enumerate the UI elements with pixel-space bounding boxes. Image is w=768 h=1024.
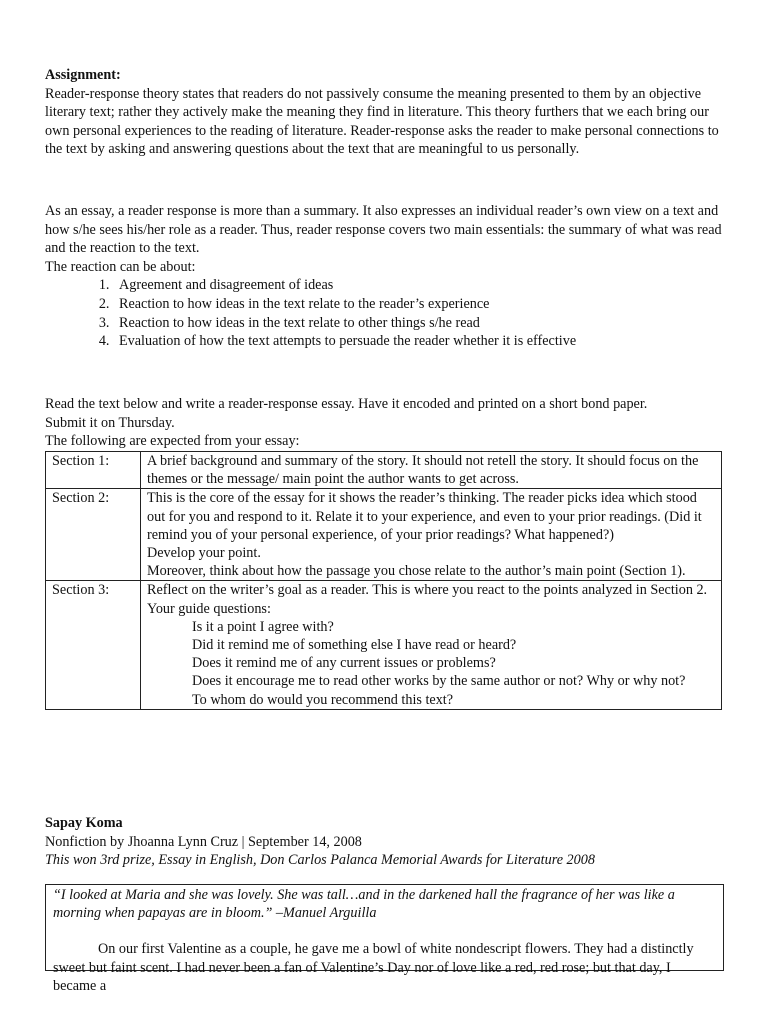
table-row bbox=[46, 581, 722, 709]
instruction-line: Read the text below and write a reader-response essay. Have it encoded and printed on a short bond paper. bbox=[45, 396, 648, 412]
essay-paragraph: As an essay, a reader response is more than a summary. It also expresses an individual reader’s own view on a text and how s/he sees his/her role as a reader. Thus, reader response covers two main essentials: the summary of what was read and the reaction to the text. bbox=[45, 203, 722, 257]
section-line: A brief background and summary of the story. It should not retell the story. It should focus on the themes or the message/ main point the author wants to get across. bbox=[147, 453, 699, 488]
epigraph: “I looked at Maria and she was lovely. She was tall…and in the darkened hall the fragrance of her was like a morning when papayas are in bloom.” –Manuel Arguilla bbox=[53, 887, 675, 922]
section-description bbox=[141, 581, 722, 709]
reaction-section bbox=[45, 202, 725, 351]
reaction-intro: The reaction can be about: bbox=[45, 258, 196, 275]
section-line: Develop your point. bbox=[147, 545, 261, 562]
reaction-list bbox=[45, 276, 725, 350]
story-header bbox=[45, 814, 725, 870]
sections-table bbox=[45, 451, 722, 710]
instruction-line: The following are expected from your essay: bbox=[45, 433, 300, 450]
section-line: This is the core of the essay for it shows the reader’s thinking. The reader picks idea which stood out for you and respond to it. Relate it to your experience, and even to your prior readings. (Did it remind you of your personal experience, of your prior readings? What happened?) bbox=[147, 490, 702, 543]
assignment-intro: Reader-response theory states that readers do not passively consume the meaning presented to them by an objective literary text; rather they actively make the meaning they find in literature. This theory furthers that we each bring our own personal experiences to the reading of literature. Reader-response asks the reader to make personal connections to the text by asking and answering questions about the text that are meaningful to us personally. bbox=[45, 85, 719, 158]
section-label: Section 3: bbox=[46, 581, 141, 709]
table-row bbox=[46, 489, 722, 581]
section-description bbox=[141, 452, 722, 489]
section-line: Moreover, think about how the passage you chose relate to the author’s main point (Section 1). bbox=[147, 563, 686, 580]
guide-question: Is it a point I agree with? bbox=[192, 618, 334, 635]
section-line: Reflect on the writer’s goal as a reader. This is where you react to the points analyzed in Section 2. bbox=[147, 582, 708, 599]
reaction-item: 1. Agreement and disagreement of ideas bbox=[113, 276, 725, 295]
story-award: This won 3rd prize, Essay in English, Don Carlos Palanca Memorial Awards for Literature 2008 bbox=[45, 852, 595, 869]
reaction-item: 2. Reaction to how ideas in the text relate to the reader’s experience bbox=[113, 295, 725, 314]
assignment-section bbox=[45, 66, 725, 159]
section-label: Section 1: bbox=[46, 452, 141, 489]
guide-question: Does it remind me of any current issues or problems? bbox=[192, 655, 496, 672]
story-opening: On our first Valentine as a couple, he gave me a bowl of white nondescript flowers. They had a distinctly sweet but faint scent. I had never been a fan of Valentine’s Day nor of love like a red, red rose; but that day, I became a bbox=[53, 941, 694, 994]
reaction-item: 4. Evaluation of how the text attempts to persuade the reader whether it is effective bbox=[113, 332, 725, 351]
table-row bbox=[46, 452, 722, 489]
guide-question: Does it encourage me to read other works by the same author or not? Why or why not? bbox=[192, 673, 686, 690]
guide-question: To whom do would you recommend this text? bbox=[192, 691, 454, 708]
spacer bbox=[53, 922, 715, 940]
section-label: Section 2: bbox=[46, 489, 141, 581]
instruction-line: Submit it on Thursday. bbox=[45, 414, 175, 431]
assignment-heading: Assignment: bbox=[45, 67, 121, 83]
reaction-item: 3. Reaction to how ideas in the text relate to other things s/he read bbox=[113, 314, 725, 333]
guide-question: Did it remind me of something else I have read or heard? bbox=[192, 637, 517, 654]
section-description bbox=[141, 489, 722, 581]
story-excerpt-box bbox=[45, 884, 724, 994]
section-line: Your guide questions: bbox=[147, 600, 271, 617]
story-byline: Nonfiction by Jhoanna Lynn Cruz | September 14, 2008 bbox=[45, 833, 362, 850]
sections-table-wrap bbox=[45, 451, 725, 710]
story-title: Sapay Koma bbox=[45, 815, 123, 831]
instructions bbox=[45, 395, 725, 451]
